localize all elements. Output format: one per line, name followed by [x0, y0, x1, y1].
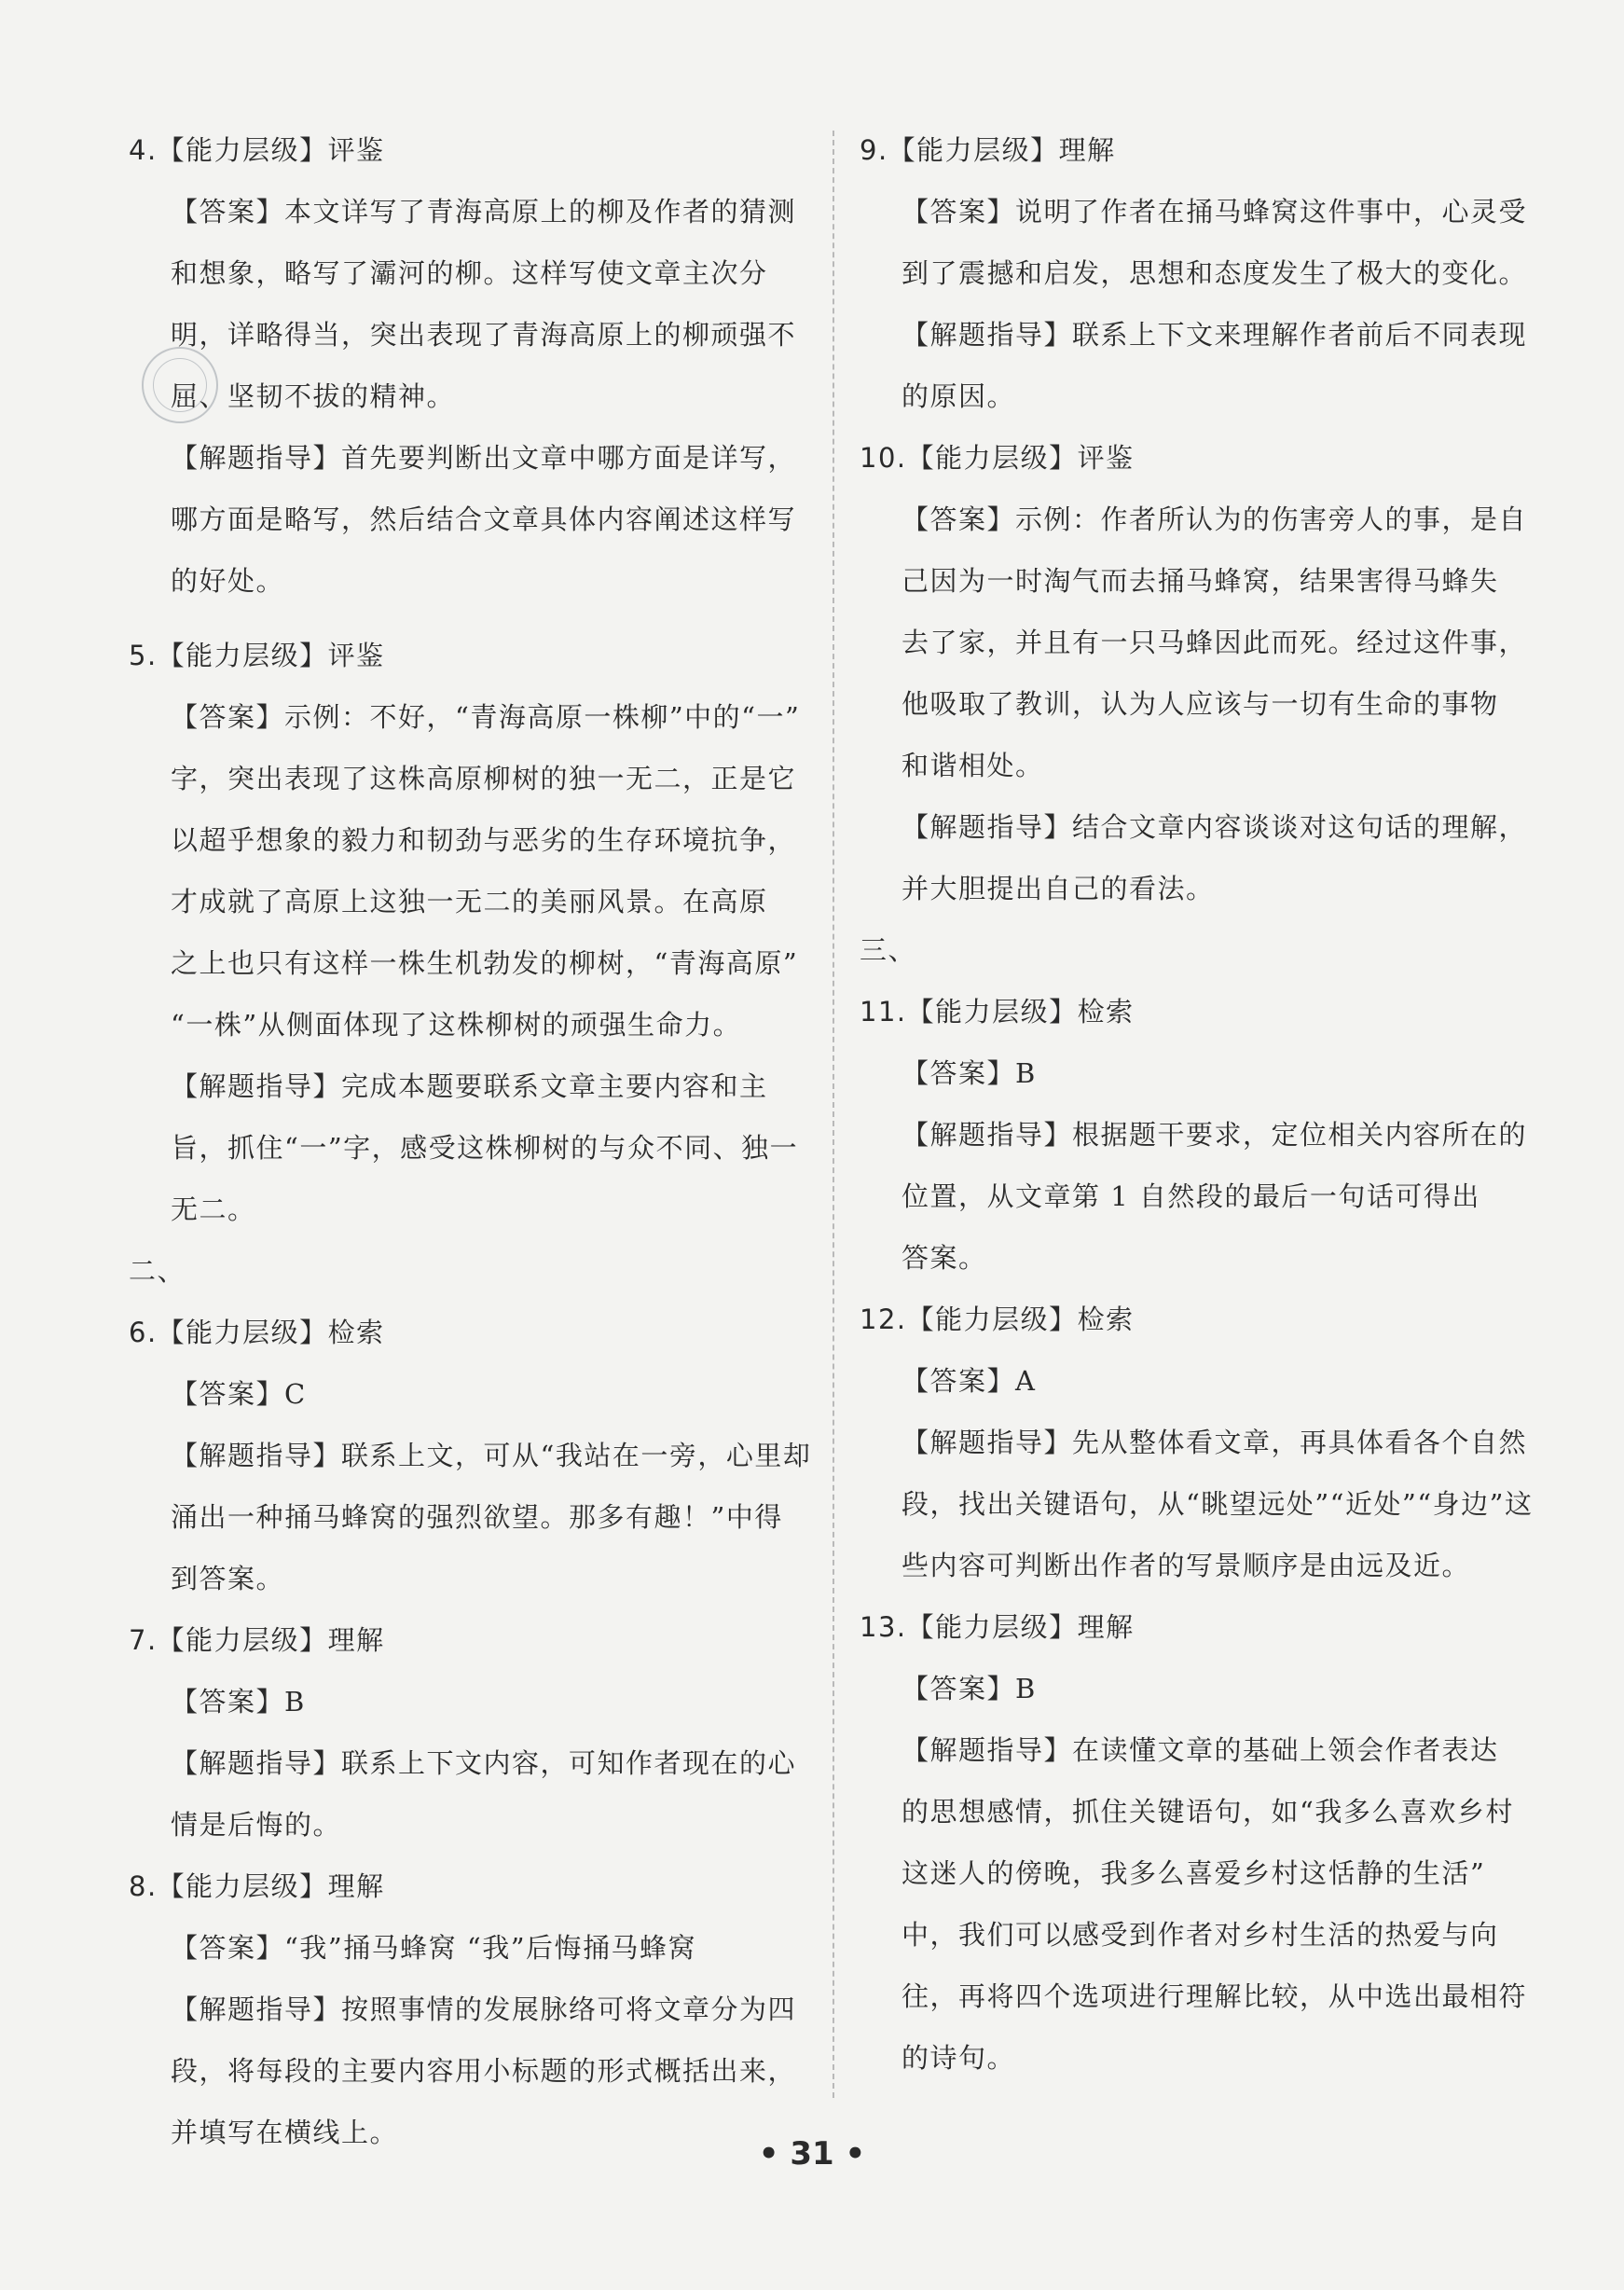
answer-line: 【答案】本文详写了青海高原上的柳及作者的猜测 [171, 196, 797, 228]
answer-line: 明，详略得当，突出表现了青海高原上的柳顽强不 [171, 319, 797, 351]
answer-line: 己因为一时淘气而去捅马蜂窝，结果害得马蜂失 [901, 565, 1499, 597]
question-heading: 12.【能力层级】检索 [860, 1304, 1135, 1335]
question-heading: 11.【能力层级】检索 [860, 996, 1135, 1028]
guide-line: 【解题指导】结合文章内容谈谈对这句话的理解， [901, 811, 1528, 843]
column-divider [833, 131, 834, 2098]
answer-line: “一株”从侧面体现了这株柳树的顽强生命力。 [171, 1009, 742, 1041]
guide-line: 【解题指导】在读懂文章的基础上领会作者表达 [901, 1734, 1499, 1766]
question-6 [129, 1302, 819, 1609]
section-heading: 三、 [860, 934, 917, 966]
question-8 [129, 1855, 819, 2163]
answer-line: 去了家，并且有一只马蜂因此而死。经过这件事， [901, 627, 1528, 658]
guide-line: 到答案。 [171, 1563, 285, 1594]
guide-line: 涌出一种捅马蜂窝的强烈欲望。那多有趣！”中得 [171, 1501, 783, 1533]
guide-line: 【解题指导】根据题干要求，定位相关内容所在的 [901, 1119, 1528, 1151]
question-heading: 9.【能力层级】理解 [860, 134, 1116, 166]
guide-line: 旨，抓住“一”字，感受这株柳树的与众不同、独一 [171, 1132, 799, 1164]
guide-line: 【解题指导】联系上下文内容，可知作者现在的心 [171, 1747, 797, 1779]
question-13 [860, 1596, 1531, 2089]
guide-line: 答案。 [901, 1242, 987, 1274]
guide-line: 【解题指导】联系上下文来理解作者前后不同表现 [901, 319, 1528, 351]
answer-line: 和谐相处。 [901, 750, 1044, 781]
answer-line: 字，突出表现了这株高原柳树的独一无二，正是它 [171, 763, 797, 794]
answer-line: 【答案】“我”捅马蜂窝 “我”后悔捅马蜂窝 [171, 1932, 697, 1964]
guide-line: 的好处。 [171, 565, 285, 597]
question-heading: 8.【能力层级】理解 [129, 1870, 385, 1902]
guide-line: 往，再将四个选项进行理解比较，从中选出最相符 [901, 1980, 1528, 2012]
answer-line: 他吸取了教训，认为人应该与一切有生命的事物 [901, 688, 1499, 720]
page-number: • 31 • [758, 2135, 866, 2173]
guide-line: 的诗句。 [901, 2042, 1016, 2074]
guide-line: 些内容可判断出作者的写景顺序是由远及近。 [901, 1550, 1471, 1581]
answer-line: 【答案】A [901, 1365, 1037, 1397]
guide-line: 段，将每段的主要内容用小标题的形式概括出来， [171, 2055, 797, 2087]
guide-line: 【解题指导】联系上文，可从“我站在一旁，心里却 [171, 1440, 812, 1471]
question-9 [860, 119, 1531, 427]
answer-line: 【答案】说明了作者在捅马蜂窝这件事中，心灵受 [901, 196, 1528, 228]
answer-line: 到了震撼和启发，思想和态度发生了极大的变化。 [901, 257, 1528, 289]
answer-line: 以超乎想象的毅力和韧劲与恶劣的生存环境抗争， [171, 824, 797, 856]
question-5 [129, 625, 819, 1240]
answer-line: 才成就了高原上这独一无二的美丽风景。在高原 [171, 886, 768, 917]
left-column [129, 119, 819, 2163]
question-heading: 6.【能力层级】检索 [129, 1317, 385, 1348]
question-heading: 5.【能力层级】评鉴 [129, 640, 385, 671]
guide-line: 【解题指导】按照事情的发展脉络可将文章分为四 [171, 1993, 797, 2025]
guide-line: 【解题指导】完成本题要联系文章主要内容和主 [171, 1070, 768, 1102]
guide-line: 并填写在横线上。 [171, 2117, 399, 2148]
answer-line: 【答案】C [171, 1378, 307, 1410]
guide-line: 位置，从文章第 1 自然段的最后一句话可得出 [901, 1180, 1480, 1212]
guide-line: 这迷人的傍晚，我多么喜爱乡村这恬静的生活” [901, 1857, 1486, 1889]
question-4 [129, 119, 819, 612]
right-column [860, 119, 1534, 2089]
question-heading: 7.【能力层级】理解 [129, 1624, 385, 1656]
question-10 [860, 427, 1531, 919]
guide-line: 的思想感情，抓住关键语句，如“我多么喜欢乡村 [901, 1796, 1514, 1828]
guide-line: 的原因。 [901, 380, 1016, 412]
guide-line: 并大胆提出自己的看法。 [901, 873, 1215, 904]
answer-line: 和想象，略写了灞河的柳。这样写使文章主次分 [171, 257, 768, 289]
question-11 [860, 981, 1531, 1289]
question-12 [860, 1289, 1534, 1596]
answer-line: 屈、坚韧不拔的精神。 [171, 380, 456, 412]
question-heading: 4.【能力层级】评鉴 [129, 134, 385, 166]
guide-line: 【解题指导】先从整体看文章，再具体看各个自然 [901, 1427, 1528, 1458]
guide-line: 【解题指导】首先要判断出文章中哪方面是详写， [171, 442, 797, 474]
guide-line: 段，找出关键语句，从“眺望远处”“近处”“身边”这 [901, 1488, 1534, 1520]
guide-line: 情是后悔的。 [171, 1809, 342, 1841]
guide-line: 无二。 [171, 1193, 256, 1225]
answer-line: 【答案】示例：作者所认为的伤害旁人的事，是自 [901, 504, 1528, 535]
guide-line: 中，我们可以感受到作者对乡村生活的热爱与向 [901, 1919, 1499, 1951]
question-7 [129, 1609, 819, 1855]
answer-line: 【答案】B [901, 1673, 1037, 1704]
answer-line: 【答案】B [171, 1686, 306, 1718]
answer-line: 之上也只有这样一株生机勃发的柳树，“青海高原” [171, 947, 799, 979]
guide-line: 哪方面是略写，然后结合文章具体内容阐述这样写 [171, 504, 797, 535]
section-heading: 二、 [129, 1255, 186, 1287]
question-heading: 13.【能力层级】理解 [860, 1611, 1135, 1643]
question-heading: 10.【能力层级】评鉴 [860, 442, 1135, 474]
answer-line: 【答案】B [901, 1057, 1037, 1089]
answer-line: 【答案】示例：不好，“青海高原一株柳”中的“一” [171, 701, 801, 733]
